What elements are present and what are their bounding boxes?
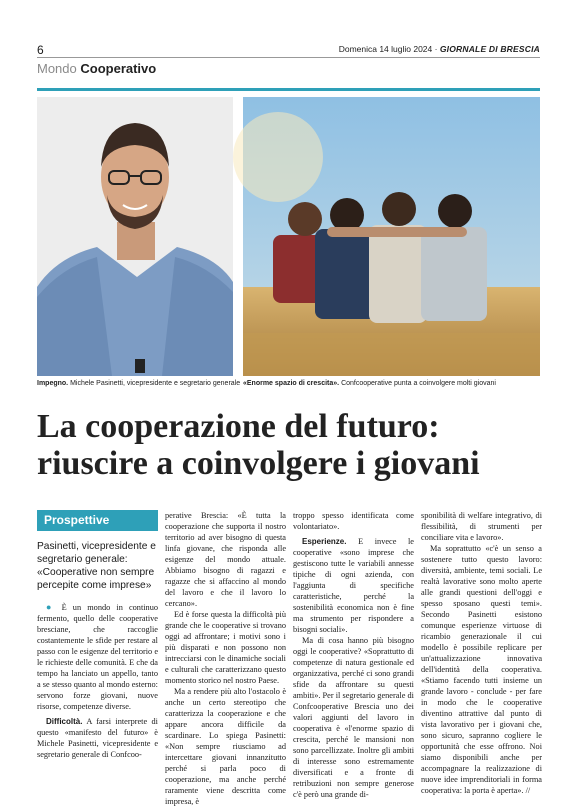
bullet-icon: ● [46, 602, 56, 612]
article-column-1 [37, 510, 158, 760]
rubric-tag: Prospettive [37, 510, 158, 531]
group-caption-label: «Enorme spazio di crescita». [243, 380, 340, 387]
article-headline [37, 408, 540, 482]
article-column-3 [293, 510, 414, 800]
article-paragraph: sponibilità di welfare integrativo, di flessibilità, di strumenti per conciliare vita e lavoro». [421, 511, 542, 542]
publication-name: GIORNALE DI BRESCIA [439, 44, 540, 54]
section-title-part2: Cooperativo [80, 61, 157, 76]
article-paragraph [293, 536, 414, 635]
section-title-part1: Mondo [37, 61, 77, 76]
article-paragraph: perative Brescia: «È tutta la cooperazione che supporta il nostro territorio ad aver bisogno di questa linfa giovane, che risponda alle esigenze del mondo attuale. Abbiamo bisogno di ragazzi e ragazze che si affaccino al mondo del lavoro e che il lavoro lo cercano». [165, 511, 286, 608]
article-paragraph: Ma di cosa hanno più bisogno oggi le cooperative? «Soprattutto di competenze di natura gestionale ed organizzativa, perché ci sono grandi sfide da affrontare su questi ambiti». Per il segretario generale di Confcooperative Brescia uno dei valori aggiunti del lavoro in cooperativa è «l'enorme spazio di crescita, perché le mansioni non sono parcellizzate. Inoltre gli ambiti di interesse sono estremamente diversificati e a fronte di retribuzioni non sempre generose c'è però una grande di- [293, 636, 414, 799]
article-paragraph [37, 602, 158, 712]
paragraph-text: A farsi interprete di questo «manifesto del futuro» è Michele Pasinetti, vicepresidente e segretario generale di Confcoo- [37, 717, 158, 759]
article-paragraph: Ma soprattutto «c'è un senso a sostenere tutto questo lavoro: diversità, ambiente, temi sociali. Le realtà lavorative sono molto aperte alle grandi questioni dell'oggi e spesso sposano questi temi». Secondo Pasinetti esistono comunque esperienze virtuose di ricambio generazionale il cui modello è possibile replicare per un'attualizzazione innovativa dell'identità della cooperativa. «Stiamo facendo tutti insieme un grande lavoro - conclude - per fare in modo che le cooperative diventino attrattive dal punto di vista lavorativo per i giovani che, sono sicuro, sapranno cogliere le opportunità che esse offrono. Noi siamo disponibili anche per accompagnare la realizzazione di nuove idee imprenditoriali in forma cooperativa: la porta è aperta». // [421, 544, 542, 795]
article-paragraph [37, 716, 158, 760]
section-title [37, 61, 156, 76]
portrait-caption [37, 380, 240, 387]
headline-line1: La cooperazione del futuro: [37, 408, 440, 445]
paragraph-text: E invece le cooperative «sono imprese che gestiscono tutte le variabili annesse tipiche di ogni azienda, con l'aggiunta di specifiche caratteristiche, perché la sostenibilità economica non è fine ma strumento per rispondere a bisogni sociali». [293, 537, 414, 634]
paragraph-text: È un mondo in continuo fermento, quello delle cooperative bresciane, che raccoglie costantemente le sfide per restare al passo con le esigenze del territorio e le richieste delle comunità. E che da tempo ha lanciato un appello, tanto a se stesso quanto al mondo esterno: servono forze giovani, nuove risorse, competenze diverse. [37, 603, 158, 711]
headline-line2: riuscire a coinvolgere i giovani [37, 445, 480, 482]
article-paragraph: Ed è forse questa la difficoltà più grande che le cooperative si trovano oggi ad affrontare; i motivi sono i più disparati e non possono non intrecciarsi con le dinamiche sociali e culturali che caratterizzano questo momento storico nel nostro Paese. [165, 610, 286, 685]
portrait-caption-text: Michele Pasinetti, vicepresidente e segretario generale [70, 380, 241, 387]
header-rule [37, 57, 540, 58]
article-summary: Pasinetti, vicepresidente e segretario generale: «Cooperative non sempre percepite come imprese» [37, 541, 156, 591]
masthead-separator: · [434, 44, 438, 54]
group-caption [243, 380, 496, 387]
subhead: Difficoltà. [46, 717, 83, 726]
group-caption-text: Confcooperative punta a coinvolgere molti giovani [341, 380, 496, 387]
subhead: Esperienze. [302, 537, 347, 546]
portrait-photo [37, 97, 233, 376]
article-column-2 [165, 510, 286, 807]
page-number: 6 [37, 43, 44, 57]
article-paragraph: Ma a rendere più alto l'ostacolo è anche un certo stereotipo che caratterizza la cooperazione e che appare ancora difficile da scardinare. Lo spiega Pasinetti: «Non sempre riusciamo ad intercettare giovani innanzitutto perché si parla poco di cooperazione, ma anche perché raramente viene descritta come impresa, è [165, 687, 286, 806]
issue-date: Domenica 14 luglio 2024 [338, 44, 433, 54]
article-column-4 [421, 510, 542, 796]
portrait-caption-label: Impegno. [37, 380, 69, 387]
section-accent-rule [37, 88, 540, 91]
article-paragraph: troppo spesso identificata come volontariato». [293, 511, 414, 531]
group-photo [243, 97, 540, 376]
masthead [339, 44, 540, 54]
